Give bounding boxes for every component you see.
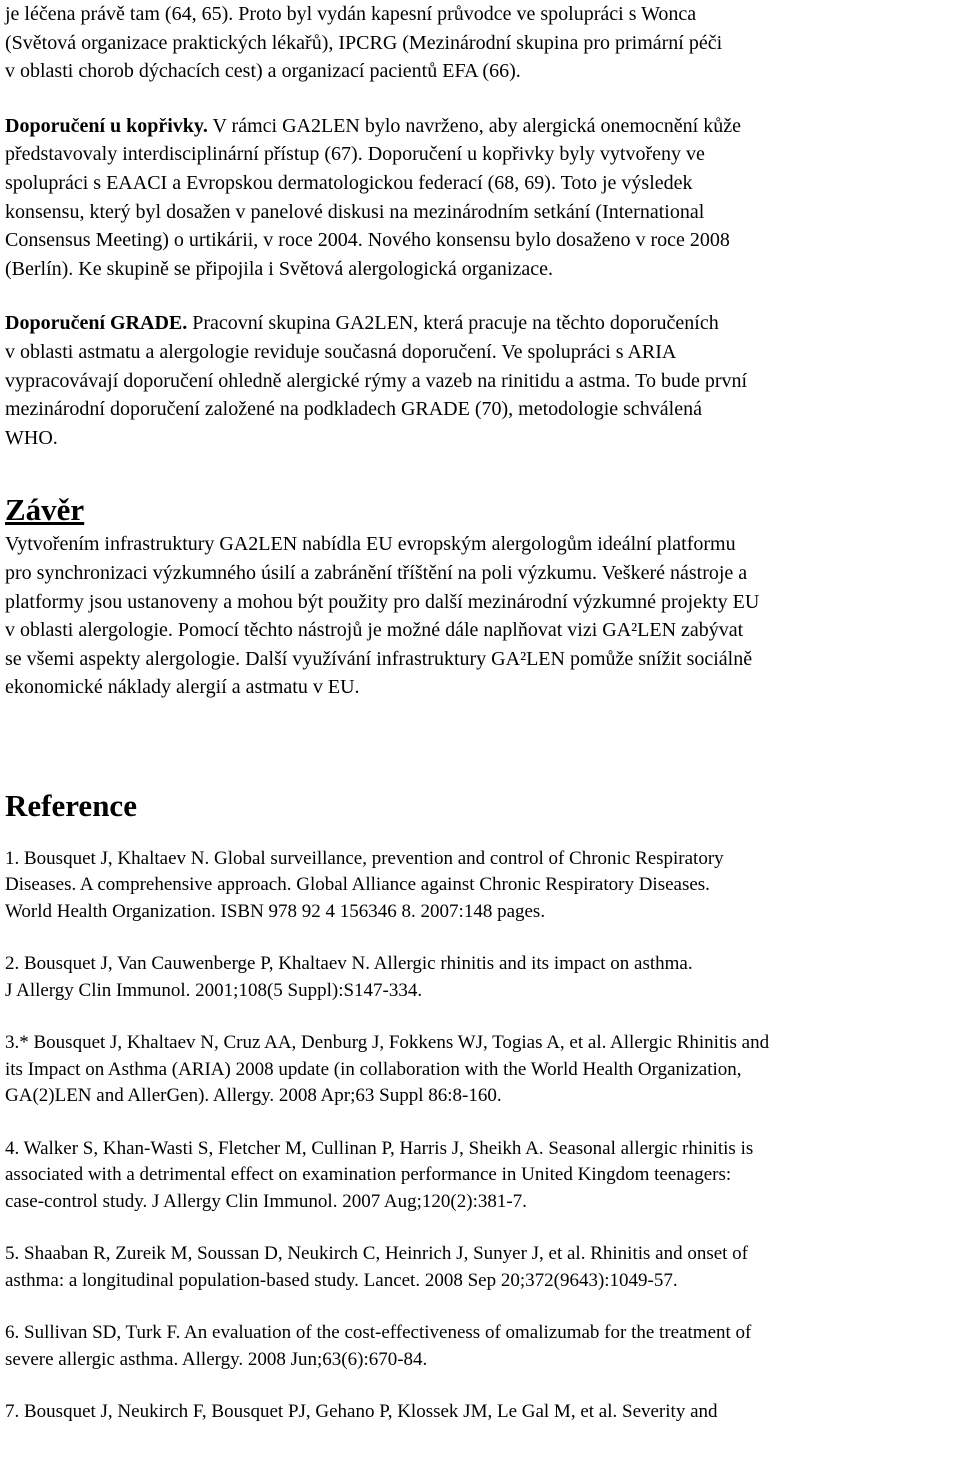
text-line: ekonomické náklady alergií a astmatu v EU. bbox=[5, 676, 360, 699]
references-list bbox=[5, 846, 955, 1426]
reference-item bbox=[5, 951, 955, 1004]
text-line: vypracovávají doporučení ohledně alergické rýmy a vazeb na rinitidu a astma. To bude první bbox=[5, 369, 748, 392]
reference-line: associated with a detrimental effect on examination performance in United Kingdom teenagers: bbox=[5, 1164, 732, 1186]
text-line: představovaly interdisciplinární přístup (67). Doporučení u kopřivky byly vytvořeny ve bbox=[5, 143, 705, 166]
urticaria-heading: Doporučení u kopřivky. bbox=[5, 114, 208, 137]
text-span: V rámci GA2LEN bylo navrženo, aby alergická onemocnění kůže bbox=[207, 114, 741, 137]
reference-line: 6. Sullivan SD, Turk F. An evaluation of the cost-effectiveness of omalizumab for the treatment of bbox=[5, 1322, 752, 1344]
text-line: v oblasti astmatu a alergologie reviduje současná doporučení. Ve spolupráci s ARIA bbox=[5, 340, 677, 363]
text-line: konsensu, který byl dosažen v panelové diskusi na mezinárodním setkání (International bbox=[5, 200, 705, 223]
reference-line: 1. Bousquet J, Khaltaev N. Global surveillance, prevention and control of Chronic Respiratory bbox=[5, 847, 724, 869]
conclusion-heading: Závěr bbox=[5, 492, 85, 528]
reference-line: 7. Bousquet J, Neukirch F, Bousquet PJ, Gehano P, Klossek JM, Le Gal M, et al. Severity and bbox=[5, 1401, 718, 1423]
text-line: mezinárodní doporučení založené na podkladech GRADE (70), metodologie schválená bbox=[5, 398, 702, 421]
reference-item bbox=[5, 1136, 955, 1216]
reference-line: GA(2)LEN and AllerGen). Allergy. 2008 Apr;63 Suppl 86:8-160. bbox=[5, 1085, 502, 1107]
text-line: v oblasti chorob dýchacích cest) a organizací pacientů EFA (66). bbox=[5, 60, 521, 83]
text-line: pro synchronizaci výzkumného úsilí a zabránění tříštění na poli výzkumu. Veškeré nástroje a bbox=[5, 561, 748, 584]
text-line: Consensus Meeting) o urtikárii, v roce 2004. Nového konsensu bylo dosaženo v roce 2008 bbox=[5, 229, 730, 252]
text-line: spolupráci s EAACI a Evropskou dermatologickou federací (68, 69). Toto je výsledek bbox=[5, 171, 693, 194]
document-page bbox=[5, 0, 955, 1426]
reference-line: 4. Walker S, Khan-Wasti S, Fletcher M, Cullinan P, Harris J, Sheikh A. Seasonal allergic rhinitis is bbox=[5, 1137, 754, 1159]
text-line: Vytvořením infrastruktury GA2LEN nabídla EU evropským alergologům ideální platformu bbox=[5, 533, 736, 556]
text-line: (Světová organizace praktických lékařů), IPCRG (Mezinárodní skupina pro primární péči bbox=[5, 31, 723, 54]
reference-item bbox=[5, 1399, 955, 1426]
reference-line: case-control study. J Allergy Clin Immunol. 2007 Aug;120(2):381-7. bbox=[5, 1190, 527, 1212]
reference-item bbox=[5, 1030, 955, 1110]
reference-item bbox=[5, 1320, 955, 1373]
text-line: se všemi aspekty alergologie. Další využívání infrastruktury GA²LEN pomůže snížit sociálně bbox=[5, 647, 753, 670]
reference-line: asthma: a longitudinal population-based study. Lancet. 2008 Sep 20;372(9643):1049-57. bbox=[5, 1269, 678, 1291]
text-line: je léčena právě tam (64, 65). Proto byl vydán kapesní průvodce ve spolupráci s Wonca bbox=[5, 3, 697, 25]
reference-item bbox=[5, 846, 955, 926]
text-span: Pracovní skupina GA2LEN, která pracuje na těchto doporučeních bbox=[187, 312, 719, 335]
grade-paragraph bbox=[5, 309, 955, 452]
reference-item bbox=[5, 1241, 955, 1294]
reference-line: 5. Shaaban R, Zureik M, Soussan D, Neukirch C, Heinrich J, Sunyer J, et al. Rhinitis and onset of bbox=[5, 1243, 749, 1265]
references-heading: Reference bbox=[5, 787, 137, 823]
text-line bbox=[5, 112, 955, 141]
reference-line: severe allergic asthma. Allergy. 2008 Jun;63(6):670-84. bbox=[5, 1348, 428, 1370]
text-line: platformy jsou ustanoveny a mohou být použity pro další mezinárodní výzkumné projekty EU bbox=[5, 590, 760, 613]
text-line: (Berlín). Ke skupině se připojila i Světová alergologická organizace. bbox=[5, 257, 553, 280]
reference-line: its Impact on Asthma (ARIA) 2008 update (in collaboration with the World Health Organization, bbox=[5, 1058, 742, 1080]
text-line bbox=[5, 309, 955, 338]
reference-line: Diseases. A comprehensive approach. Global Alliance against Chronic Respiratory Diseases. bbox=[5, 874, 710, 896]
conclusion-paragraph bbox=[5, 530, 955, 702]
reference-line: 3.* Bousquet J, Khaltaev N, Cruz AA, Denburg J, Fokkens WJ, Togias A, et al. Allergic Rhinitis and bbox=[5, 1032, 770, 1054]
reference-line: J Allergy Clin Immunol. 2001;108(5 Suppl):S147-334. bbox=[5, 979, 423, 1001]
reference-line: 2. Bousquet J, Van Cauwenberge P, Khaltaev N. Allergic rhinitis and its impact on asthma. bbox=[5, 953, 693, 975]
text-line: WHO. bbox=[5, 426, 58, 449]
urticaria-paragraph bbox=[5, 112, 955, 284]
grade-heading: Doporučení GRADE. bbox=[5, 312, 188, 335]
text-line: v oblasti alergologie. Pomocí těchto nástrojů je možné dále naplňovat vizi GA²LEN zabývat bbox=[5, 619, 744, 642]
intro-paragraph bbox=[5, 0, 955, 86]
reference-line: World Health Organization. ISBN 978 92 4 156346 8. 2007:148 pages. bbox=[5, 900, 546, 922]
